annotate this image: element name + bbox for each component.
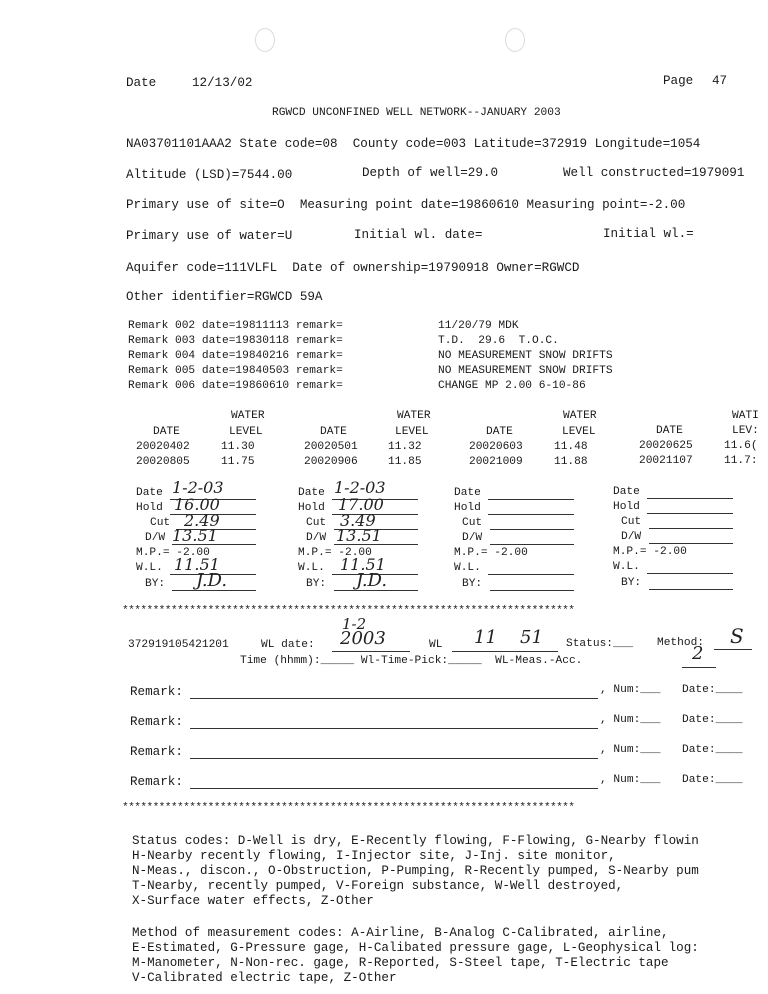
level-header-2: LEVEL [395,426,429,438]
level-header-4: LEV: [732,425,759,437]
remark-input[interactable] [190,788,598,789]
method-codes-line: M-Manometer, N-Non-rec. gage, R-Reported, S-Steel tape, T-Electric tape [132,956,669,970]
num-label: , Num:___ [600,714,661,726]
altitude: Altitude (LSD)=7544.00 [126,168,293,182]
form4-by-label: BY: [621,577,642,589]
water-header-3: WATER [563,410,597,422]
depth-of-well: Depth of well=29.0 [362,166,499,180]
entry-wl-date-label: WL date: [261,639,315,651]
form3-wl-label: W.L. [454,562,481,574]
level-header-3: LEVEL [562,426,596,438]
form1-by-label: BY: [145,578,166,590]
form1-date-label: Date [136,487,163,499]
entry-site-id: 372919105421201 [128,639,229,651]
entry-wl-label: WL [429,639,443,651]
level-date: 20021107 [639,455,693,467]
remark-002-text: 11/20/79 MDK [438,320,519,332]
level-value: 11.48 [554,441,588,453]
form3-dw-field[interactable] [490,544,574,545]
remark-005-left: Remark 005 date=19840503 remark= [128,365,343,377]
remark-006-left: Remark 006 date=19860610 remark= [128,380,343,392]
remark-date-label: Date:____ [682,774,743,786]
remark-input[interactable] [190,758,598,759]
remark-003-text: T.D. 29.6 T.O.C. [438,335,559,347]
form1-cut-label: Cut [150,517,171,529]
method-codes-line: V-Calibrated electric tape, Z-Other [132,971,397,985]
form4-hold-label: Hold [613,501,640,513]
form2-by-label: BY: [306,578,327,590]
form2-date-hw: 1-2-03 [334,478,386,497]
initial-wl: Initial wl.= [603,227,694,241]
separator-bottom: ************************************************************************** [122,802,575,814]
level-date: 20020402 [136,441,190,453]
form3-mp: M.P.= -2.00 [454,547,528,559]
date-value: 12/13/02 [192,76,253,90]
entry-wl-hw-b: 51 [520,627,543,648]
remark-004-text: NO MEASUREMENT SNOW DRIFTS [438,350,613,362]
remark-005-text: NO MEASUREMENT SNOW DRIFTS [438,365,613,377]
form2-dw-label: D/W [306,532,327,544]
entry-method-label: Method: [657,637,704,649]
status-codes-line: T-Nearby, recently pumped, V-Foreign substance, W-Well destroyed, [132,879,624,893]
well-constructed: Well constructed=1979091 [563,166,745,180]
level-value: 11.75 [221,456,255,468]
form4-by-field[interactable] [649,589,733,590]
form4-date-label: Date [613,486,640,498]
page-label: Page [663,74,694,88]
punch-hole-right [505,28,525,52]
water-header-4: WATI [732,410,759,422]
form2-by-signature: J.D. [356,570,388,591]
initial-wl-date: Initial wl. date= [354,228,483,242]
level-value: 11.85 [388,456,422,468]
form4-dw-label: D/W [621,531,642,543]
form1-dw-hw: 13.51 [172,526,218,545]
status-codes-line: H-Nearby recently flowing, I-Injector site, J-Inj. site monitor, [132,849,616,863]
form2-hold-label: Hold [298,502,325,514]
entry-acc-hw: 2 [692,643,704,664]
page-title: RGWCD UNCONFINED WELL NETWORK--JANUARY 2003 [272,107,561,119]
form3-by-label: BY: [462,578,483,590]
remark-date-label: Date:____ [682,684,743,696]
date-label: Date [126,76,157,90]
entry-time-line: Time (hhmm):_____ Wl-Time-Pick:_____ WL-Meas.-Acc. [240,655,583,667]
form1-cut-hw: 2.49 [184,511,220,530]
remark-input[interactable] [190,698,598,699]
remark-004-left: Remark 004 date=19840216 remark= [128,350,343,362]
form1-hold-label: Hold [136,502,163,514]
entry-wl-hw-a: 11 [474,627,497,648]
remark-003-left: Remark 003 date=19830118 remark= [128,335,343,347]
page-number: 47 [712,74,728,88]
form3-date-field[interactable] [488,499,574,500]
method-codes-line: E-Estimated, G-Pressure gage, H-Calibated pressure gage, L-Geophysical log: [132,941,699,955]
entry-acc-field[interactable] [682,667,716,668]
level-date: 20020906 [304,456,358,468]
level-date: 20021009 [469,456,523,468]
remark-date-label: Date:____ [682,714,743,726]
remark-field-label: Remark: [130,685,183,699]
method-codes-line: Method of measurement codes: A-Airline, B-Analog C-Calibrated, airline, [132,926,669,940]
form2-mp: M.P.= -2.00 [298,547,372,559]
remark-002-left: Remark 002 date=19811113 remark= [128,320,343,332]
entry-status: Status:___ [566,638,634,650]
separator-top: ************************************************************************** [122,605,575,617]
form3-hold-label: Hold [454,502,481,514]
level-value: 11.30 [221,441,255,453]
status-codes-line: X-Surface water effects, Z-Other [132,894,374,908]
form4-wl-field[interactable] [647,573,733,574]
num-label: , Num:___ [600,774,661,786]
form2-cut-label: Cut [306,517,327,529]
num-label: , Num:___ [600,684,661,696]
form2-hold-hw: 17.00 [338,495,384,514]
form3-hold-field[interactable] [488,514,574,515]
level-value: 11.7: [724,455,758,467]
level-value: 11.32 [388,441,422,453]
form3-date-label: Date [454,487,481,499]
form1-mp: M.P.= -2.00 [136,547,210,559]
remark-field-label: Remark: [130,775,183,789]
form2-dw-hw: 13.51 [336,526,382,545]
form4-dw-field[interactable] [649,543,733,544]
date-header-1: DATE [153,426,180,438]
form3-wl-field[interactable] [488,574,574,575]
form4-mp: M.P.= -2.00 [613,546,687,558]
level-date: 20020603 [469,441,523,453]
remark-date-label: Date:____ [682,744,743,756]
level-header-1: LEVEL [229,426,263,438]
level-date: 20020805 [136,456,190,468]
form1-wl-label: W.L. [136,562,163,574]
date-header-2: DATE [320,426,347,438]
form2-cut-hw: 3.49 [340,511,376,530]
form3-cut-field[interactable] [490,529,574,530]
water-header-2: WATER [397,410,431,422]
remark-field-label: Remark: [130,745,183,759]
status-codes-line: Status codes: D-Well is dry, E-Recently flowing, F-Flowing, G-Nearby flowin [132,834,699,848]
form3-dw-label: D/W [462,532,483,544]
form4-wl-label: W.L. [613,561,640,573]
level-value: 11.6( [724,440,758,452]
entry-method-field[interactable] [714,649,752,650]
punch-hole-left [255,28,275,52]
form3-cut-label: Cut [462,517,483,529]
remark-field-label: Remark: [130,715,183,729]
entry-year-hw: 2003 [340,628,386,649]
entry-wl-field[interactable] [452,651,558,652]
aquifer-line: Aquifer code=111VLFL Date of ownership=19790918 Owner=RGWCD [126,261,580,275]
form4-date-field[interactable] [647,498,733,499]
form4-cut-field[interactable] [649,528,733,529]
site-line-1: NA03701101AAA2 State code=08 County code=003 Latitude=372919 Longitude=1054 [126,137,701,151]
form1-date-hw: 1-2-03 [172,478,224,497]
status-codes-line: N-Meas., discon., O-Obstruction, P-Pumping, R-Recently pumped, S-Nearby pum [132,864,699,878]
form2-wl-hw: 11.51 [340,555,386,574]
entry-method-hw: S [730,624,744,648]
entry-wl-date-field[interactable] [332,651,410,652]
level-date: 20020501 [304,441,358,453]
form1-dw-label: D/W [145,532,166,544]
level-date: 20020625 [639,440,693,452]
form1-hold-hw: 16.00 [174,495,220,514]
primary-use-water: Primary use of water=U [126,229,293,243]
site-line-3: Primary use of site=O Measuring point date=19860610 Measuring point=-2.00 [126,198,686,212]
date-header-4: DATE [656,425,683,437]
remark-006-text: CHANGE MP 2.00 6-10-86 [438,380,586,392]
entry-month-day-hw: 1-2 [342,615,367,633]
form2-date-label: Date [298,487,325,499]
form1-by-signature: J.D. [196,570,228,591]
form4-hold-field[interactable] [647,513,733,514]
form4-cut-label: Cut [621,516,642,528]
form3-by-field[interactable] [490,590,574,591]
remark-input[interactable] [190,728,598,729]
other-identifier: Other identifier=RGWCD 59A [126,290,323,304]
date-header-3: DATE [486,426,513,438]
num-label: , Num:___ [600,744,661,756]
level-value: 11.88 [554,456,588,468]
water-header-1: WATER [231,410,265,422]
form2-wl-label: W.L. [298,562,325,574]
form1-wl-hw: 11.51 [174,555,220,574]
